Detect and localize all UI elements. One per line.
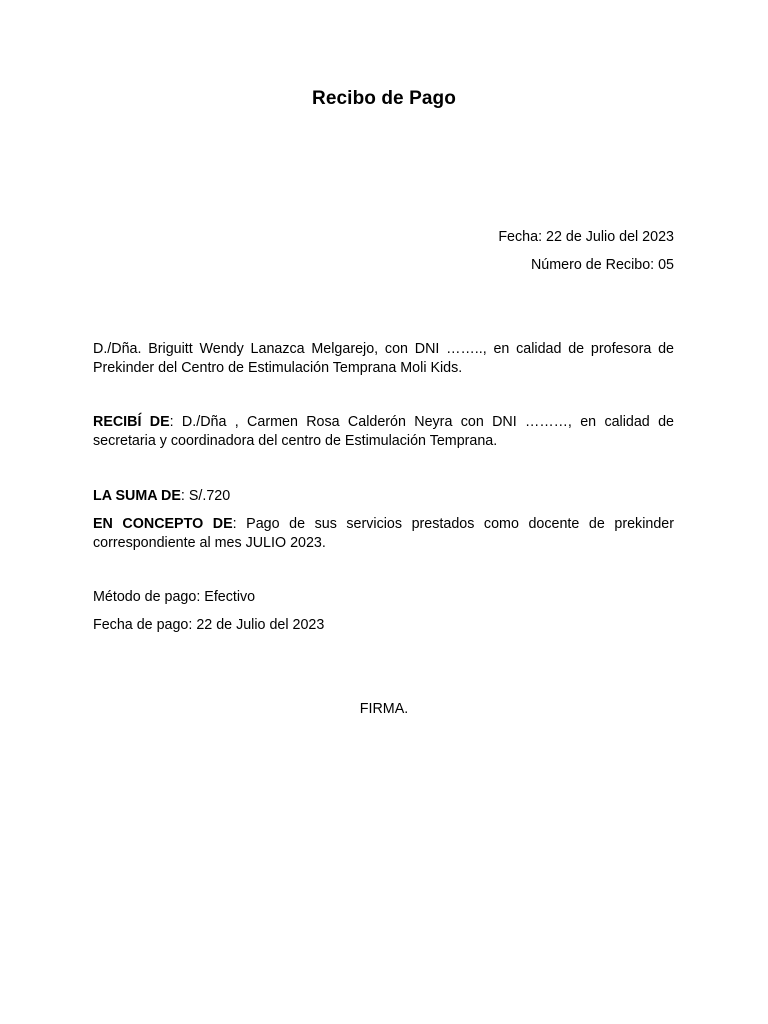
- issuer-paragraph: D./Dña. Briguitt Wendy Lanazca Melgarejo, con DNI …….., en calidad de profesora de Prekinder del Centro de Estimulación Temprana Moli Kids.: [93, 341, 674, 376]
- concept-paragraph: [93, 515, 674, 552]
- received-from-text: : D./Dña , Carmen Rosa Calderón Neyra con DNI ………, en calidad de secretaria y coordinadora del centro de Estimulación Temprana.: [93, 414, 674, 449]
- concept-label: EN CONCEPTO DE: [93, 516, 233, 532]
- amount-text: : S/.720: [180, 488, 231, 504]
- concept-text: : Pago de sus servicios prestados como docente de prekinder correspondiente al mes JULIO 2023.: [93, 516, 674, 551]
- payment-date: Fecha de pago: 22 de Julio del 2023: [93, 617, 325, 633]
- amount-paragraph: [93, 487, 674, 506]
- receipt-date: Fecha: 22 de Julio del 2023: [498, 229, 674, 245]
- signature-line: FIRMA.: [359, 701, 409, 717]
- payment-method: Método de pago: Efectivo: [93, 589, 256, 605]
- document-title: Recibo de Pago: [312, 88, 456, 109]
- received-from-label: RECIBÍ DE: [93, 414, 170, 430]
- amount-label: LA SUMA DE: [93, 488, 181, 504]
- receipt-number: Número de Recibo: 05: [530, 257, 674, 273]
- received-from-paragraph: [93, 413, 674, 450]
